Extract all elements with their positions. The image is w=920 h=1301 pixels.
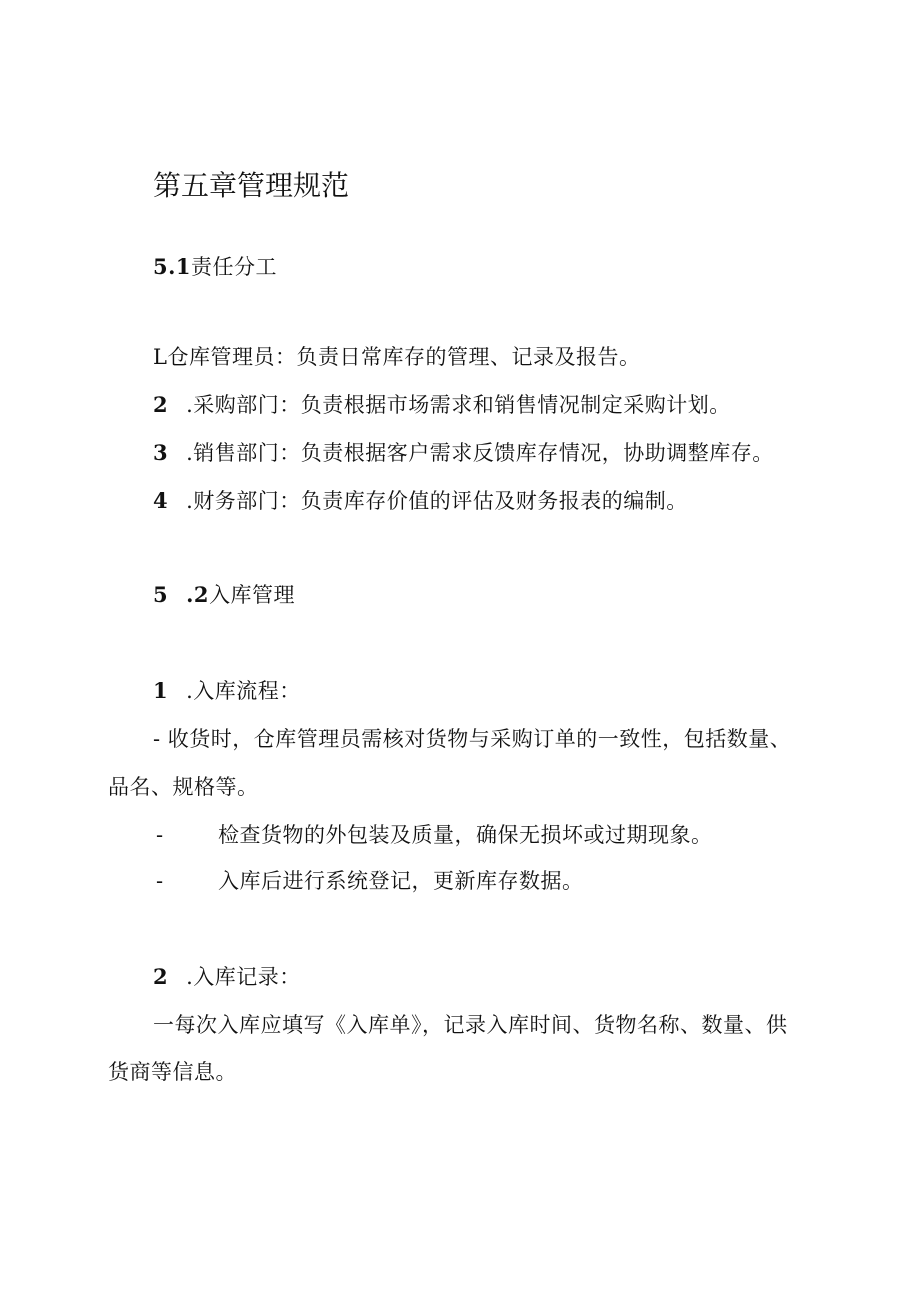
section-title: 入库管理 bbox=[209, 583, 296, 607]
list-item bbox=[153, 391, 731, 419]
list-item-number: 3 bbox=[153, 440, 169, 465]
section-title: 责任分工 bbox=[191, 255, 278, 279]
bullet-dash: - bbox=[156, 823, 164, 847]
subsection-number: 1 bbox=[153, 678, 169, 703]
subsection-heading bbox=[153, 677, 301, 705]
bullet-text: 一每次入库应填写《入库单》，记录入库时间、货物名称、数量、供 bbox=[153, 1013, 788, 1037]
subsection-title: .入库流程： bbox=[186, 679, 301, 703]
list-item-text: .财务部门：负责库存价值的评估及财务报表的编制。 bbox=[186, 489, 688, 513]
bullet-text: 检查货物的外包装及质量，确保无损坏或过期现象。 bbox=[218, 823, 713, 847]
list-item-number: 2 bbox=[153, 392, 169, 417]
list-item-number: 4 bbox=[153, 488, 169, 513]
chapter-title: 第五章管理规范 bbox=[153, 169, 350, 202]
section-number-suffix: .2 bbox=[186, 582, 210, 607]
list-item bbox=[153, 487, 688, 515]
subsection-heading bbox=[153, 963, 301, 991]
list-item-text: .采购部门：负责根据市场需求和销售情况制定采购计划。 bbox=[186, 393, 731, 417]
section-heading-5-1 bbox=[153, 253, 277, 281]
list-item bbox=[153, 343, 640, 371]
section-number: 5 bbox=[153, 582, 169, 607]
bullet-text: 入库后进行系统登记，更新库存数据。 bbox=[218, 869, 584, 893]
subsection-title: .入库记录： bbox=[186, 965, 301, 989]
bullet-text: - 收货时，仓库管理员需核对货物与采购订单的一致性，包括数量、 bbox=[153, 727, 792, 751]
section-heading-5-2 bbox=[153, 581, 295, 609]
list-item bbox=[153, 439, 774, 467]
list-item-number: L bbox=[153, 345, 168, 369]
list-item-text: 仓库管理员：负责日常库存的管理、记录及报告。 bbox=[167, 345, 641, 369]
bullet-item bbox=[156, 867, 584, 895]
bullet-text-continuation: 货商等信息。 bbox=[108, 1060, 237, 1084]
bullet-dash: - bbox=[156, 869, 164, 893]
bullet-item bbox=[156, 821, 713, 849]
section-number: 5.1 bbox=[153, 254, 192, 279]
subsection-number: 2 bbox=[153, 964, 169, 989]
list-item-text: .销售部门：负责根据客户需求反馈库存情况，协助调整库存。 bbox=[186, 441, 774, 465]
bullet-text-continuation: 品名、规格等。 bbox=[108, 775, 259, 799]
